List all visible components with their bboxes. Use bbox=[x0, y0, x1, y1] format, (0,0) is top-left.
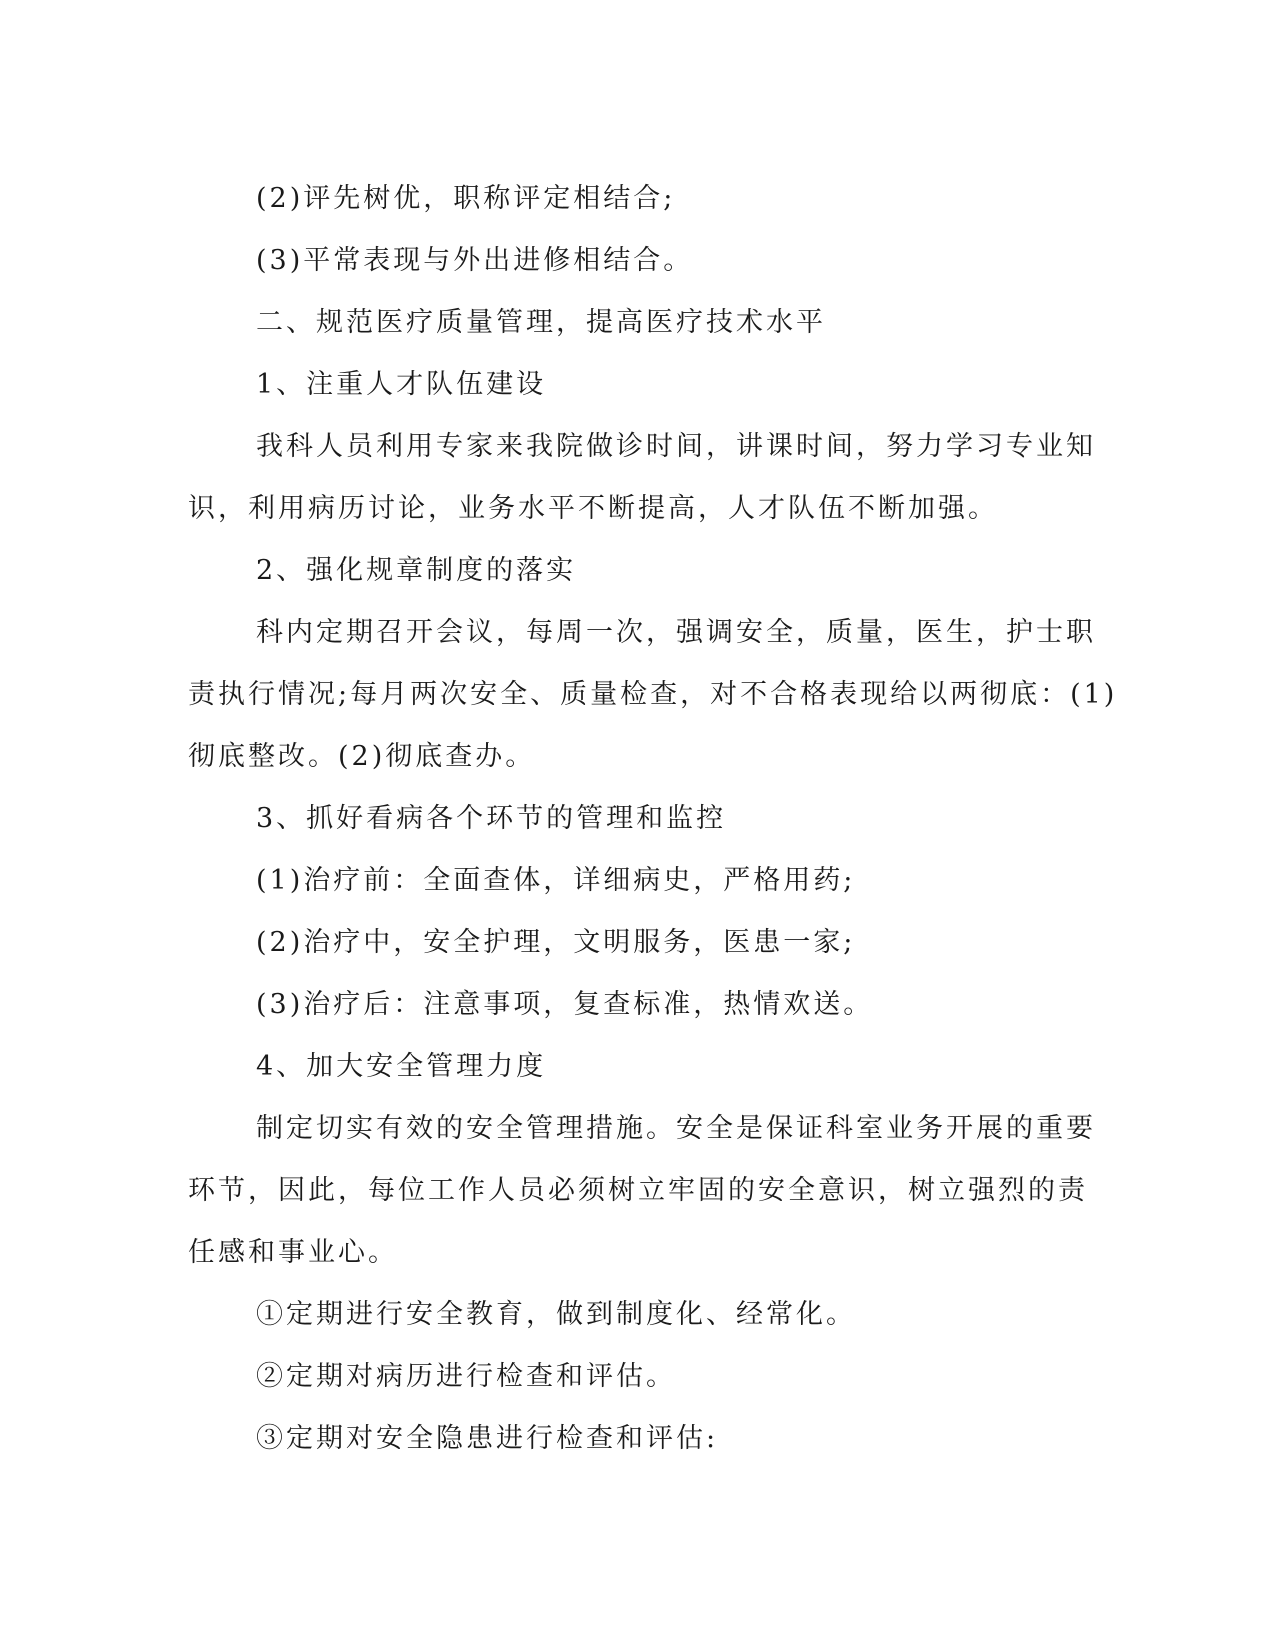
paragraph bbox=[188, 1098, 1096, 1284]
list-item: ①定期进行安全教育，做到制度化、经常化。 bbox=[256, 1299, 856, 1330]
subsection-heading: 2、强化规章制度的落实 bbox=[256, 555, 577, 586]
paragraph: (3)平常表现与外出进修相结合。 bbox=[256, 245, 694, 276]
subsection-heading: 4、加大安全管理力度 bbox=[256, 1051, 547, 1082]
paragraph bbox=[188, 602, 1118, 788]
section-heading: 二、规范医疗质量管理，提高医疗技术水平 bbox=[256, 307, 826, 338]
subsection-heading: 3、抓好看病各个环节的管理和监控 bbox=[256, 803, 727, 834]
paragraph-line: 识，利用病历讨论，业务水平不断提高，人才队伍不断加强。 bbox=[188, 493, 998, 524]
paragraph-line: 任感和事业心。 bbox=[188, 1237, 398, 1268]
list-item: ③定期对安全隐患进行检查和评估: bbox=[256, 1423, 719, 1454]
list-item: (3)治疗后：注意事项，复查标准，热情欢送。 bbox=[256, 989, 874, 1020]
paragraph-line: 环节，因此，每位工作人员必须树立牢固的安全意识，树立强烈的责 bbox=[188, 1175, 1088, 1206]
paragraph-line: 责执行情况;每月两次安全、质量检查，对不合格表现给以两彻底：(1) bbox=[188, 679, 1118, 710]
paragraph-line: 我科人员利用专家来我院做诊时间，讲课时间，努力学习专业知 bbox=[256, 431, 1096, 462]
list-item: ②定期对病历进行检查和评估。 bbox=[256, 1361, 676, 1392]
paragraph-line: 彻底整改。(2)彻底查办。 bbox=[188, 741, 536, 772]
list-item: (2)治疗中，安全护理，文明服务，医患一家; bbox=[256, 927, 856, 958]
paragraph-line: 科内定期召开会议，每周一次，强调安全，质量，医生，护士职 bbox=[256, 617, 1096, 648]
paragraph bbox=[188, 416, 1096, 540]
document-body bbox=[188, 168, 1118, 1470]
list-item: (1)治疗前：全面查体，详细病史，严格用药; bbox=[256, 865, 856, 896]
paragraph: (2)评先树优，职称评定相结合; bbox=[256, 183, 676, 214]
paragraph-line: 制定切实有效的安全管理措施。安全是保证科室业务开展的重要 bbox=[256, 1113, 1096, 1144]
subsection-heading: 1、注重人才队伍建设 bbox=[256, 369, 547, 400]
